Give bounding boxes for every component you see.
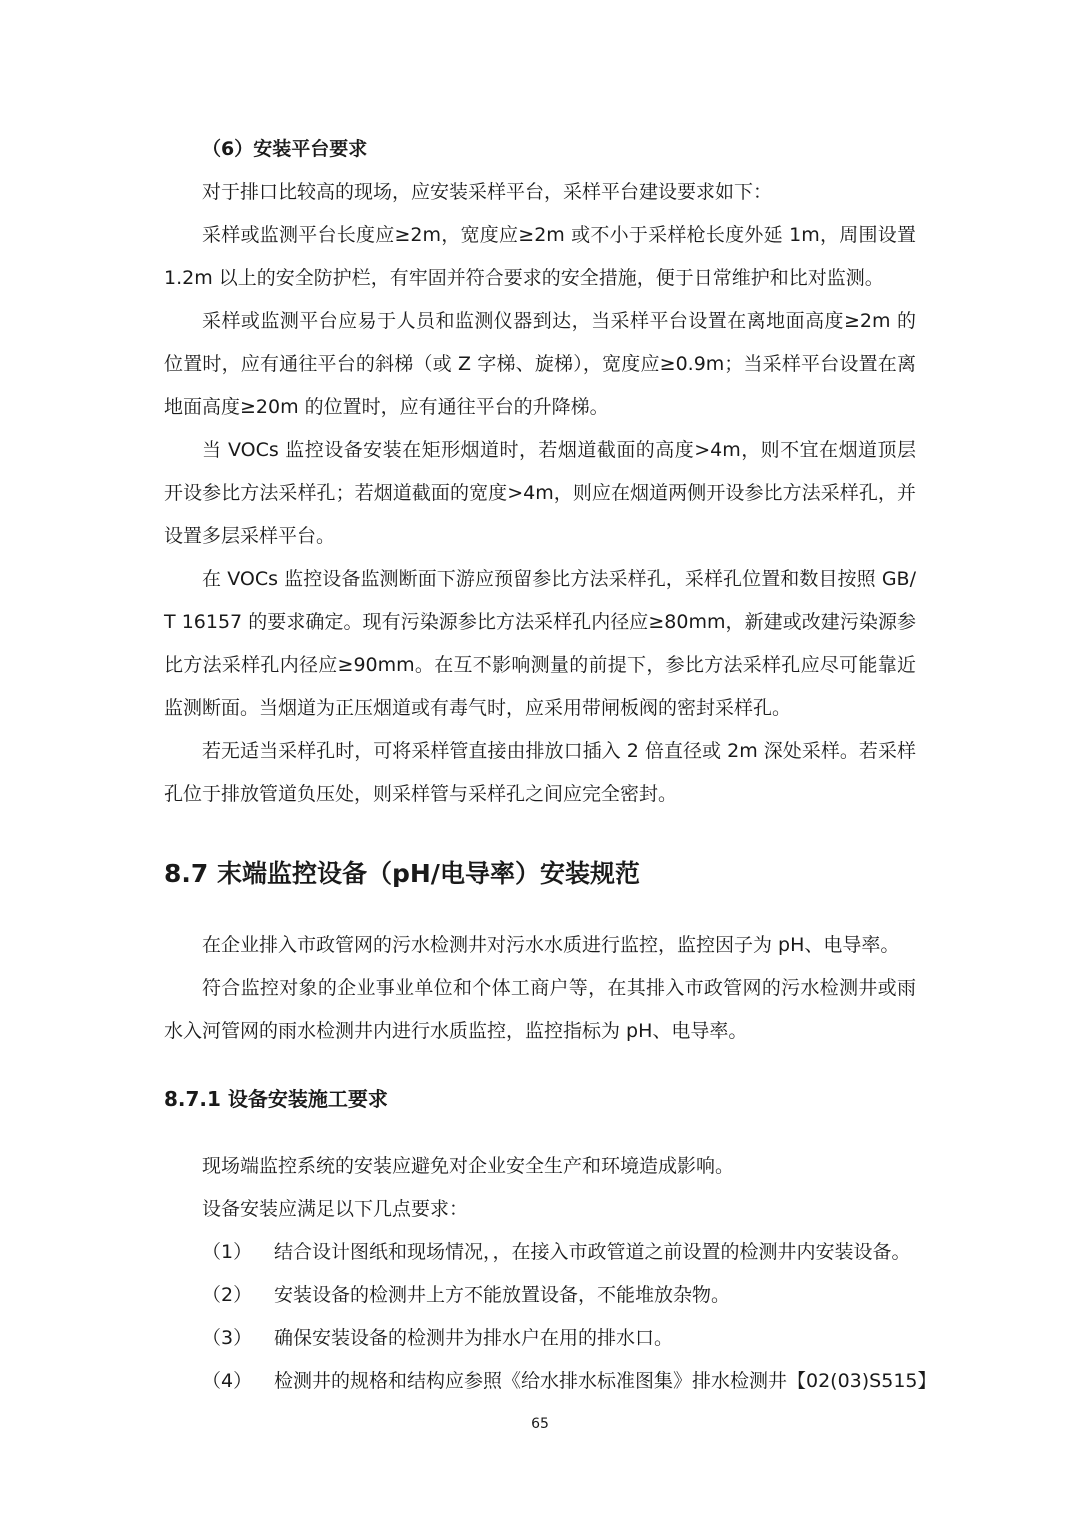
section-6-paragraph: 采样或监测平台应易于人员和监测仪器到达，当采样平台设置在离地面高度≥2m 的位置时，应有通往平台的斜梯（或 Z 字梯、旋梯），宽度应≥0.9m；当采样平台设置在离地面高度≥20m 的位置时，应有通往平台的升降梯。	[164, 310, 916, 418]
item-number: （4）	[202, 1370, 253, 1392]
item-text: 结合设计图纸和现场情况，，在接入市政管道之前设置的检测井内安装设备。	[274, 1241, 911, 1263]
section-6-paragraph: 对于排口比较高的现场，应安装采样平台，采样平台建设要求如下：	[202, 181, 773, 203]
section-6-paragraph: 当 VOCs 监控设备安装在矩形烟道时，若烟道截面的高度>4m，则不宜在烟道顶层开设参比方法采样孔；若烟道截面的宽度>4m，则应在烟道两侧开设参比方法采样孔，并设置多层采样平台。	[164, 439, 916, 547]
section-8-7-1-heading: 8.7.1 设备安装施工要求	[164, 1087, 388, 1111]
item-text: 安装设备的检测井上方不能放置设备，不能堆放杂物。	[274, 1284, 731, 1306]
page-number: 65	[531, 1416, 549, 1432]
requirement-item	[164, 1360, 937, 1403]
section-8-7-1-paragraph: 现场端监控系统的安装应避免对企业安全生产和环境造成影响。	[202, 1155, 735, 1177]
requirement-item	[164, 1274, 916, 1317]
item-number: （3）	[202, 1327, 253, 1349]
section-6-heading: （6）安装平台要求	[202, 138, 368, 160]
section-6-paragraph: 若无适当采样孔时，可将采样管直接由排放口插入 2 倍直径或 2m 深处采样。若采样孔位于排放管道负压处，则采样管与采样孔之间应完全密封。	[164, 740, 916, 805]
item-text: 确保安装设备的检测井为排水户在用的排水口。	[274, 1327, 674, 1349]
section-6-paragraph: 采样或监测平台长度应≥2m，宽度应≥2m 或不小于采样枪长度外延 1m，周围设置 1.2m 以上的安全防护栏，有牢固并符合要求的安全措施，便于日常维护和比对监测。	[164, 224, 916, 289]
page-content	[164, 128, 937, 1403]
section-8-7-heading: 8.7 末端监控设备（pH/电导率）安装规范	[164, 859, 640, 888]
requirement-item	[164, 1231, 916, 1274]
requirement-item	[164, 1317, 916, 1360]
item-number: （1）	[202, 1241, 253, 1263]
item-number: （2）	[202, 1284, 253, 1306]
section-8-7-paragraph: 在企业排入市政管网的污水检测井对污水水质进行监控，监控因子为 pH、电导率。	[202, 934, 900, 956]
section-8-7-1-paragraph: 设备安装应满足以下几点要求：	[202, 1198, 469, 1220]
section-6-paragraph: 在 VOCs 监控设备监测断面下游应预留参比方法采样孔，采样孔位置和数目按照 GB/T 16157 的要求确定。现有污染源参比方法采样孔内径应≥80mm，新建或改建污染源参比方法采样孔内径应≥90mm。在互不影响测量的前提下，参比方法采样孔应尽可能靠近监测断面。当烟道为正压烟道或有毒气时，应采用带闸板阀的密封采样孔。	[164, 568, 916, 719]
item-text: 检测井的规格和结构应参照《给水排水标准图集》排水检测井【02(03)S515】	[274, 1370, 937, 1392]
section-8-7-paragraph: 符合监控对象的企业事业单位和个体工商户等，在其排入市政管网的污水检测井或雨水入河管网的雨水检测井内进行水质监控，监控指标为 pH、电导率。	[164, 977, 916, 1042]
